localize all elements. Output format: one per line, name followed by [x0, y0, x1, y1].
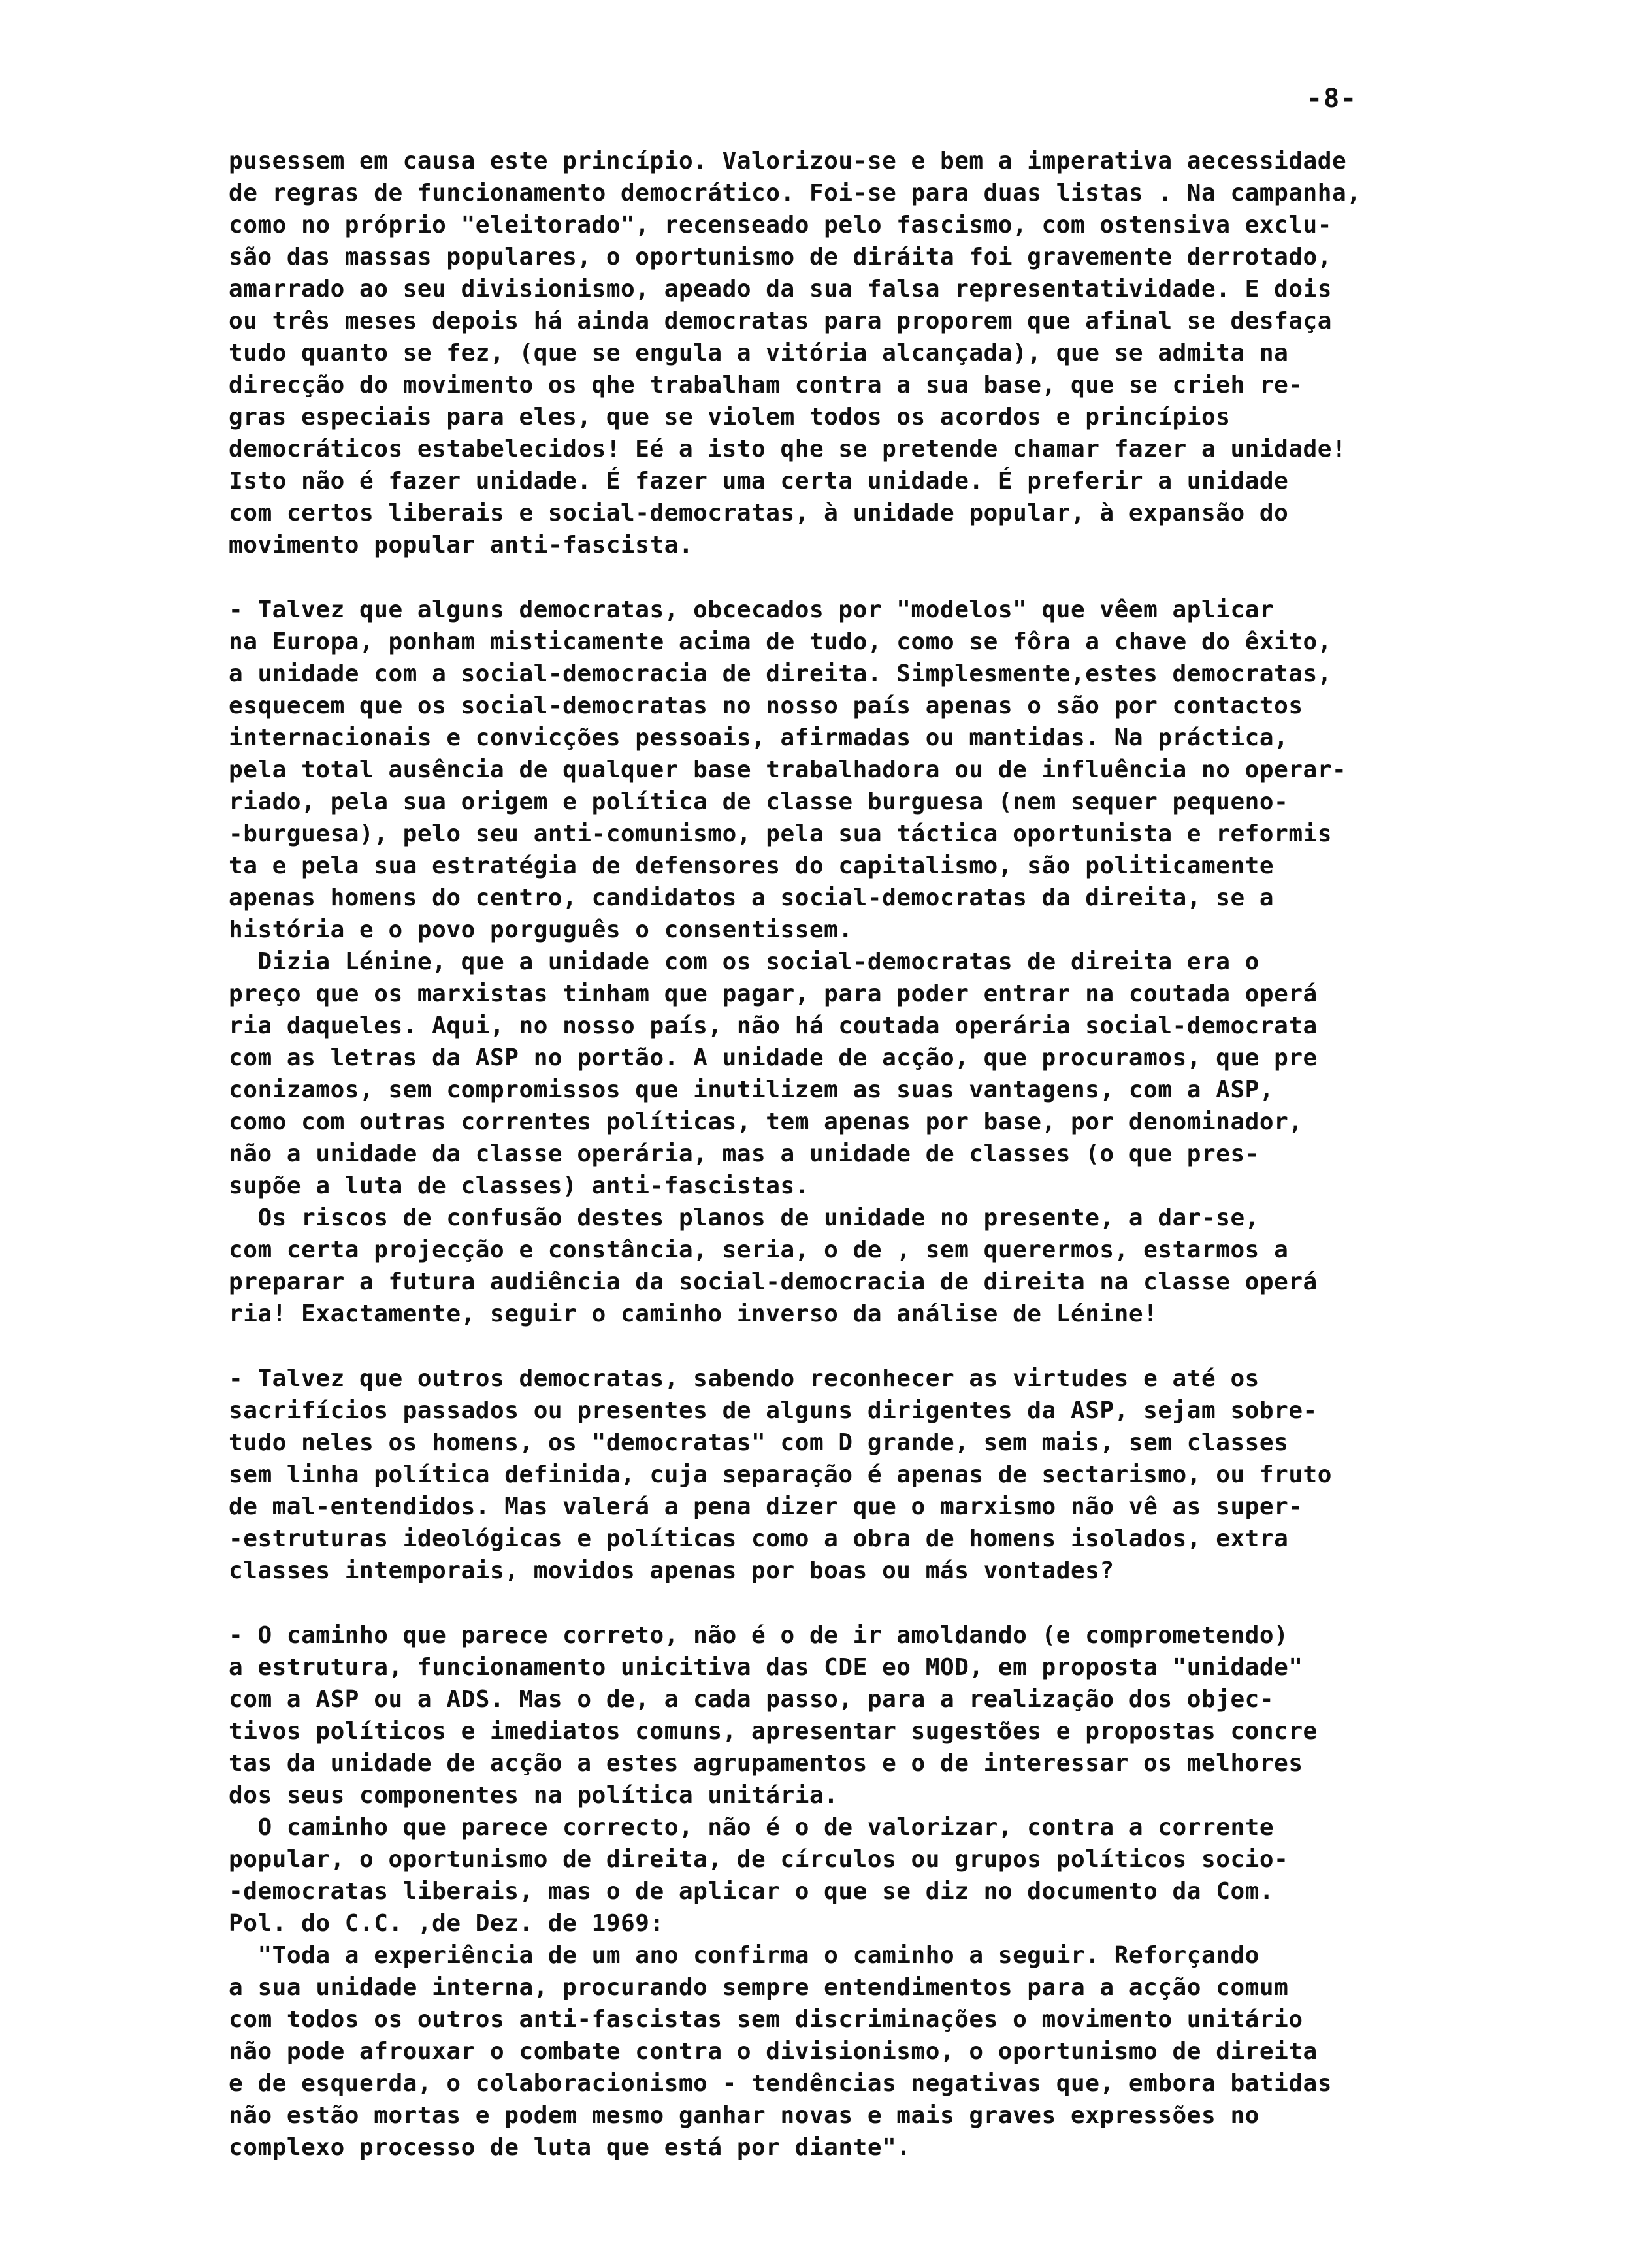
text-line: não pode afrouxar o combate contra o divisionismo, o oportunismo de direita — [229, 2038, 1318, 2065]
paragraph-document-quote — [229, 1939, 1594, 2163]
text-line: tas da unidade de acção a estes agrupamentos e o de interessar os melhores — [229, 1750, 1303, 1777]
text-line: são das massas populares, o oportunismo de diráita foi gravemente derrotado, — [229, 244, 1333, 270]
text-line: -burguesa), pelo seu anti-comunismo, pela sua táctica oportunista e reformis — [229, 820, 1333, 847]
text-line: sem linha política definida, cuja separação é apenas de sectarismo, ou fruto — [229, 1461, 1333, 1488]
text-line: amarrado ao seu divisionismo, apeado da sua falsa representatividade. E dois — [229, 276, 1333, 302]
text-line: história e o povo porguguês o consentissem. — [229, 916, 853, 943]
paragraph-spacer — [229, 1330, 1594, 1363]
text-line: com a ASP ou a ADS. Mas o de, a cada passo, para a realização dos objec- — [229, 1686, 1275, 1713]
text-line: pusessem em causa este princípio. Valorizou-se e bem a imperativa aecessidade — [229, 148, 1347, 174]
text-line: gras especiais para eles, que se violem todos os acordos e princípios — [229, 404, 1231, 430]
text-line: supõe a luta de classes) anti-fascistas. — [229, 1173, 809, 1199]
text-line: sacrifícios passados ou presentes de alguns dirigentes da ASP, sejam sobre- — [229, 1397, 1318, 1424]
text-line: O caminho que parece correcto, não é o de valorizar, contra a corrente — [229, 1814, 1275, 1841]
text-line: esquecem que os social-democratas no nosso país apenas o são por contactos — [229, 692, 1303, 719]
text-line: não estão mortas e podem mesmo ganhar novas e mais graves expressões no — [229, 2102, 1259, 2129]
text-line: - Talvez que outros democratas, sabendo reconhecer as virtudes e até os — [229, 1365, 1259, 1392]
text-line: de mal-entendidos. Mas valerá a pena dizer que o marxismo não vê as super- — [229, 1493, 1303, 1520]
paragraph-lenine-quote — [229, 946, 1594, 1202]
text-line: preço que os marxistas tinham que pagar, para poder entrar na coutada operá — [229, 980, 1318, 1007]
document-body — [229, 145, 1594, 2163]
text-line: tudo quanto se fez, (que se engula a vitória alcançada), que se admita na — [229, 340, 1289, 366]
text-line: Os riscos de confusão destes planos de unidade no presente, a dar-se, — [229, 1205, 1259, 1231]
text-line: na Europa, ponham misticamente acima de tudo, como se fôra a chave do êxito, — [229, 628, 1333, 655]
text-line: Dizia Lénine, que a unidade com os social-democratas de direita era o — [229, 948, 1259, 975]
text-line: tivos políticos e imediatos comuns, apresentar sugestões e propostas concre — [229, 1718, 1318, 1745]
text-line: "Toda a experiência de um ano confirma o caminho a seguir. Reforçando — [229, 1942, 1259, 1969]
text-line: -estruturas ideológicas e políticas como a obra de homens isolados, extra — [229, 1525, 1289, 1552]
text-line: Pol. do C.C. ,de Dez. de 1969: — [229, 1910, 664, 1937]
text-line: com todos os outros anti-fascistas sem discriminações o movimento unitário — [229, 2006, 1303, 2033]
paragraph-correct-path — [229, 1619, 1594, 1811]
text-line: internacionais e convicções pessoais, afirmadas ou mantidas. Na práctica, — [229, 724, 1289, 751]
text-line: preparar a futura audiência da social-democracia de direita na classe operá — [229, 1269, 1318, 1295]
text-line: ria! Exactamente, seguir o caminho inverso da análise de Lénine! — [229, 1301, 1158, 1327]
page-number: -8- — [1307, 84, 1358, 114]
text-line: popular, o oportunismo de direita, de círculos ou grupos políticos socio- — [229, 1846, 1289, 1873]
text-line: a unidade com a social-democracia de direita. Simplesmente,estes democratas, — [229, 660, 1333, 687]
text-line: com as letras da ASP no portão. A unidade de acção, que procuramos, que pre — [229, 1045, 1318, 1071]
text-line: democráticos estabelecidos! Eé a isto qhe se pretende chamar fazer a unidade! — [229, 436, 1347, 462]
text-line: ta e pela sua estratégia de defensores do capitalismo, são politicamente — [229, 852, 1275, 879]
paragraph-confusion-risks — [229, 1202, 1594, 1330]
text-line: de regras de funcionamento democrático. Foi-se para duas listas . Na campanha, — [229, 180, 1361, 206]
text-line: como no próprio "eleitorado", recenseado pelo fascismo, com ostensiva exclu- — [229, 212, 1333, 238]
text-line: movimento popular anti-fascista. — [229, 532, 694, 559]
text-line: -democratas liberais, mas o de aplicar o que se diz no documento da Com. — [229, 1878, 1275, 1905]
paragraph-unity-principles — [229, 145, 1594, 561]
text-line: não a unidade da classe operária, mas a unidade de classes (o que pres- — [229, 1141, 1259, 1167]
text-line: com certos liberais e social-democratas, à unidade popular, à expansão do — [229, 500, 1289, 526]
text-line: com certa projecção e constância, seria, o de , sem querermos, estarmos a — [229, 1237, 1289, 1263]
text-line: pela total ausência de qualquer base trabalhadora ou de influência no operar- — [229, 756, 1347, 783]
text-line: tudo neles os homens, os "democratas" com D grande, sem mais, sem classes — [229, 1429, 1289, 1456]
paragraph-correct-path-continued — [229, 1811, 1594, 1939]
text-line: apenas homens do centro, candidatos a social-democratas da direita, se a — [229, 884, 1275, 911]
text-line: - Talvez que alguns democratas, obcecados por "modelos" que vêem aplicar — [229, 596, 1275, 623]
text-line: a sua unidade interna, procurando sempre entendimentos para a acção comum — [229, 1974, 1289, 2001]
text-line: conizamos, sem compromissos que inutilizem as suas vantagens, com a ASP, — [229, 1077, 1275, 1103]
text-line: classes intemporais, movidos apenas por boas ou más vontades? — [229, 1557, 1114, 1584]
text-line: dos seus componentes na política unitária. — [229, 1782, 839, 1809]
text-line: ria daqueles. Aqui, no nosso país, não há coutada operária social-democrata — [229, 1012, 1318, 1039]
text-line: ou três meses depois há ainda democratas para proporem que afinal se desfaça — [229, 308, 1333, 334]
text-line: a estrutura, funcionamento unicitiva das CDE eo MOD, em proposta "unidade" — [229, 1654, 1303, 1681]
text-line: e de esquerda, o colaboracionismo - tendências negativas que, embora batidas — [229, 2070, 1333, 2097]
text-line: riado, pela sua origem e política de classe burguesa (nem sequer pequeno- — [229, 788, 1289, 815]
paragraph-spacer — [229, 561, 1594, 594]
text-line: complexo processo de luta que está por diante". — [229, 2134, 911, 2161]
text-line: - O caminho que parece correto, não é o de ir amoldando (e comprometendo) — [229, 1622, 1289, 1649]
paragraph-spacer — [229, 1587, 1594, 1619]
text-line: como com outras correntes políticas, tem apenas por base, por denominador, — [229, 1109, 1303, 1135]
text-line: Isto não é fazer unidade. É fazer uma certa unidade. É preferir a unidade — [229, 468, 1289, 494]
paragraph-social-democracy — [229, 594, 1594, 946]
text-line: direcção do movimento os qhe trabalham contra a sua base, que se crieh re- — [229, 372, 1303, 398]
paragraph-other-democrats — [229, 1363, 1594, 1587]
